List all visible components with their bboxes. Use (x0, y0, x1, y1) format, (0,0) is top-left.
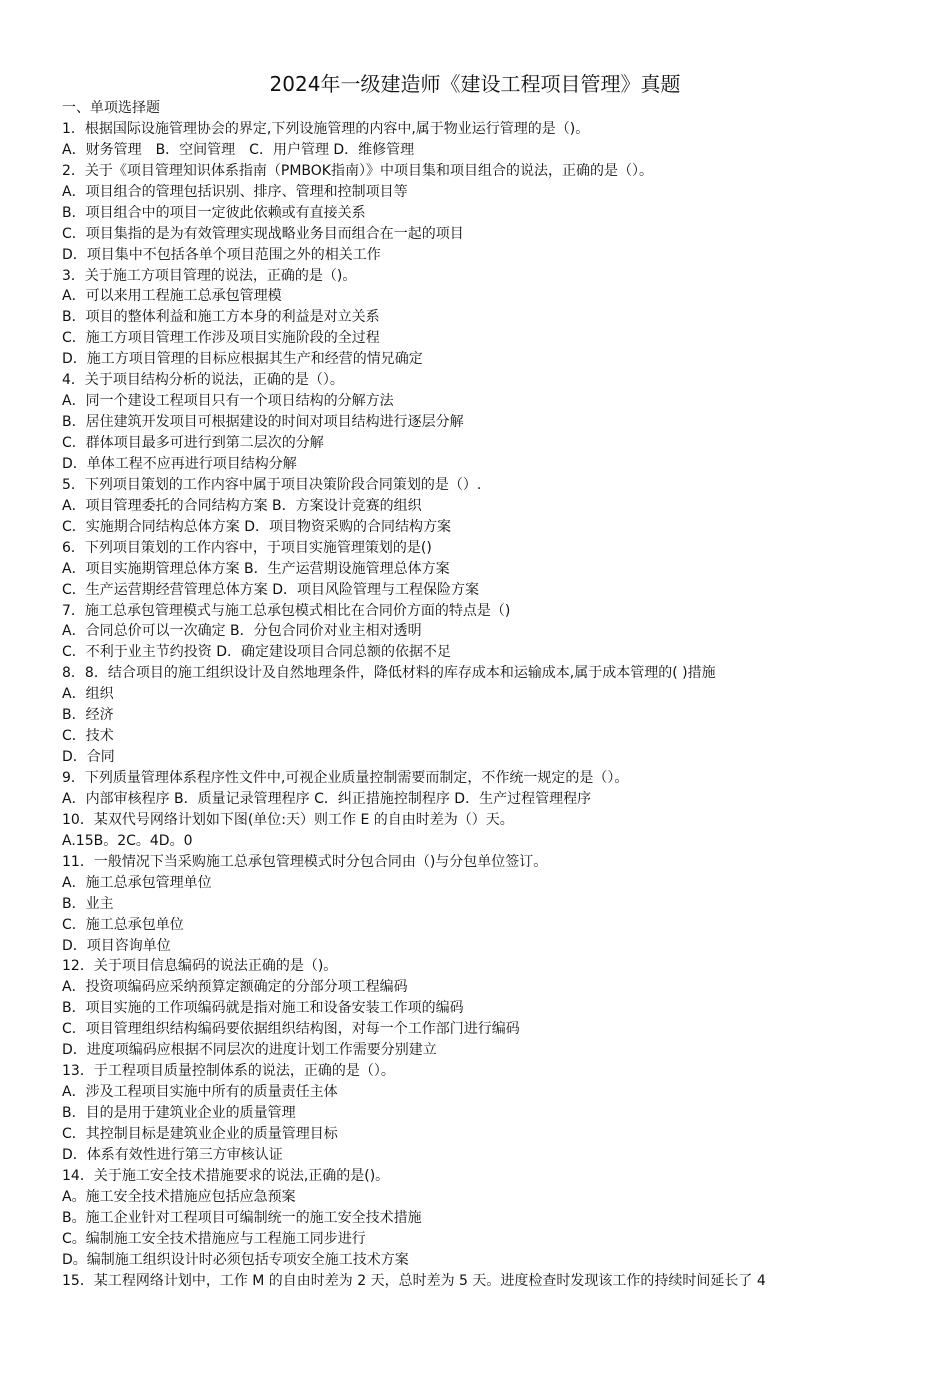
option-line: B．项目实施的工作项编码就是指对施工和设备安装工作项的编码 (62, 1000, 464, 1017)
option-line: A．项目组合的管理包括识别、排序、管理和控制项目等 (62, 183, 408, 200)
option-line: B．目的是用于建筑业企业的质量管理 (62, 1105, 296, 1121)
option-line: A．内部审核程序 B．质量记录管理程序 C．纠正措施控制程序 D．生产过程管理程序 (62, 790, 592, 807)
option-line: A．合同总价可以一次确定 B．分包合同价对业主相对透明 (62, 623, 422, 640)
option-line: C．实施期合同结构总体方案 D．项目物资采购的合同结构方案 (62, 518, 452, 535)
question-6: 6．下列项目策划的工作内容中，于项目实施管理策划的是() (62, 539, 432, 556)
question-5: 5．下列项目策划的工作内容中属于项目决策阶段合同策划的是（）. (62, 476, 482, 493)
option-line: C．项目集指的是为有效管理实现战略业务目而组合在一起的项目 (62, 225, 464, 242)
option-line: C．其控制目标是建筑业企业的质量管理目标 (62, 1125, 338, 1142)
option-line: B．居住建筑开发项目可根据建设的时间对项目结构进行逐层分解 (62, 414, 464, 431)
option-line: C．技术 (62, 728, 114, 745)
option-line: A．涉及工程项目实施中所有的质量责任主体 (62, 1084, 338, 1101)
option-line: C．施工方项目管理工作涉及项目实施阶段的全过程 (62, 330, 380, 347)
document-title: 2024年一级建造师《建设工程项目管理》真题 (269, 72, 681, 96)
question-9: 9．下列质量管理体系程序性文件中,可视企业质量控制需要而制定，不作统一规定的是（）。 (62, 770, 629, 786)
option-line: B．经济 (62, 707, 114, 724)
question-14: 14．关于施工安全技术措施要求的说法,正确的是()。 (62, 1167, 390, 1184)
question-10: 10．某双代号网络计划如下图(单位:天）则工作 E 的自由时差为（）天。 (62, 811, 514, 828)
question-1: 1．根据国际设施管理协会的界定,下列设施管理的内容中,属于物业运行管理的是（)。 (62, 120, 590, 137)
question-2: 2．关于《项目管理知识体系指南（PMBOK指南）》中项目集和项目组合的说法，正确的是（）。 (62, 162, 653, 179)
section-heading: 一、单项选择题 (62, 100, 160, 116)
option-line: B．项目组合中的项目一定彼此依赖或有直接关系 (62, 204, 366, 221)
option-line: B．业主 (62, 895, 114, 912)
question-11: 11．一般情况下当采购施工总承包管理模式时分包合同由（)与分包单位签订。 (62, 853, 548, 870)
question-3: 3．关于施工方项目管理的说法，正确的是（)。 (62, 267, 357, 284)
option-line: A．可以来用工程施工总承包管理模 (62, 288, 282, 305)
question-12: 12．关于项目信息编码的说法正确的是（)。 (62, 958, 338, 975)
question-1-options: A．财务管理 B．空间管理 C．用户管理 D．维修管理 (62, 141, 415, 158)
question-4: 4．关于项目结构分析的说法，正确的是（）。 (62, 372, 344, 389)
option-line: A．投资项编码应采纳预算定额确定的分部分项工程编码 (62, 979, 408, 996)
option-line: D．施工方项目管理的目标应根据其生产和经营的情兄确定 (62, 351, 423, 368)
option-line: A．同一个建设工程项目只有一个项日结构的分解方法 (62, 393, 394, 410)
document-body (62, 98, 902, 1291)
option-line: D．体系有效性进行第三方审核认证 (62, 1146, 283, 1163)
option-line: A.15B。2C。4D。0 (62, 832, 193, 849)
option-line: C．施工总承包单位 (62, 916, 184, 933)
option-line: A．项目实施期管理总体方案 B．生产运营期设施管理总体方案 (62, 560, 450, 577)
option-line: B．项目的整体利益和施工方本身的利益是对立关系 (62, 309, 380, 326)
option-line: A．施工总承包管理单位 (62, 874, 212, 891)
question-13: 13．于工程项目质量控制体系的说法，正确的是（）。 (62, 1063, 395, 1080)
option-line: D．项目咨询单位 (62, 937, 171, 954)
option-line: B。施工企业针对工程项目可编制统一的施工安全技术措施 (62, 1209, 422, 1226)
question-8: 8．8．结合项目的施工组织设计及自然地理条件，降低材料的库存成本和运输成本,属于成本管理的( )措施 (62, 665, 716, 682)
option-line: C。编制施工安全技术措施应与工程施工同步进行 (62, 1230, 366, 1247)
option-line: A。施工安全技术措施应包括应急预案 (62, 1188, 296, 1205)
option-line: C．生产运营期经营管理总体方案 D．项目风险管理与工程保险方案 (62, 581, 480, 598)
option-line: C．群体项目最多可进行到第二层次的分解 (62, 435, 324, 451)
option-line: D．单体工程不应再进行项目结构分解 (62, 455, 297, 472)
question-15: 15．某工程网络计划中，工作 M 的自由时差为 2 天，总时差为 5 天。进度检查时发现该工作的持续时间延长了 4 (62, 1272, 766, 1289)
option-line: A．项目管理委托的合同结构方案 B．方案设计竞赛的组织 (62, 497, 422, 514)
option-line: D．项目集中不包括各单个项目范围之外的相关工作 (62, 246, 381, 263)
option-line: C．不利于业主节约投资 D．确定建设项目合同总额的依据不足 (62, 644, 452, 661)
question-7: 7．施工总承包管理模式与施工总承包模式相比在合同价方面的特点是（) (62, 602, 511, 619)
option-line: D。编制施工组织设计时必须包括专项安全施工技术方案 (62, 1251, 409, 1268)
option-line: D．合同 (62, 749, 115, 766)
option-line: D．进度项编码应根据不同层次的进度计划工作需要分别建立 (62, 1042, 437, 1059)
option-line: C．项目管理组织结构编码要依据组织结构图，对每一个工作部门进行编码 (62, 1021, 520, 1038)
option-line: A．组织 (62, 686, 114, 703)
